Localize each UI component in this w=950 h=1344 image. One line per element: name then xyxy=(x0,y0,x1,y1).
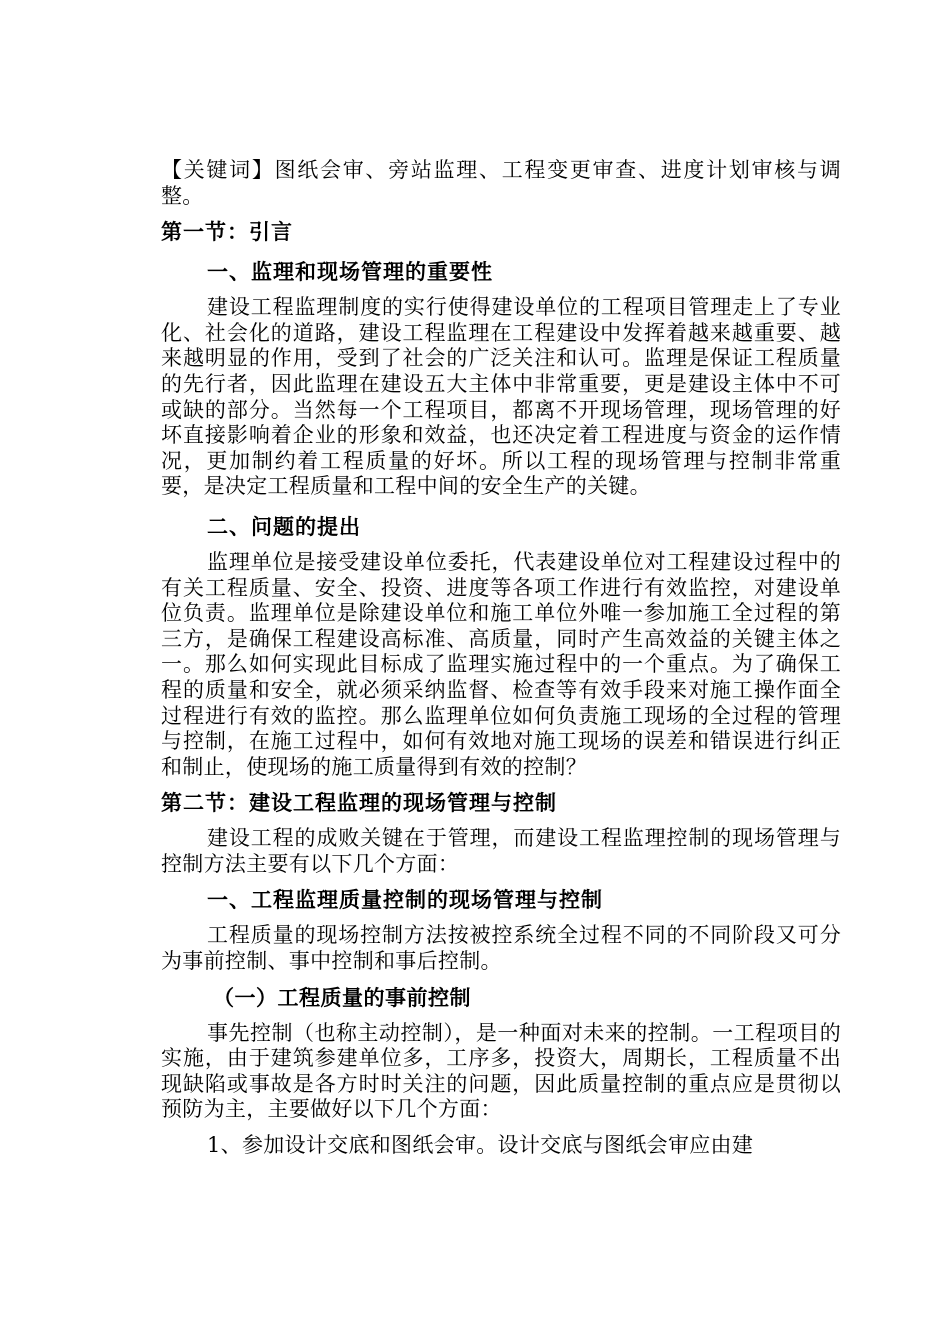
section-2-title: 第二节：建设工程监理的现场管理与控制 xyxy=(161,791,557,816)
section-1-sub-1-paragraph: 建设工程监理制度的实行使得建设单位的工程项目管理走上了专业化、社会化的道路，建设工程监理在工程建设中发挥着越来越重要、越来越明显的作用，受到了社会的广泛关注和认可。监理是保证工程质量的先行者，因此监理在建设五大主体中非常重要，更是建设主体中不可或缺的部分。当然每一个工程项目，都离不开现场管理，现场管理的好坏直接影响着企业的形象和效益，也还决定着工程进度与资金的运作情况，更加制约着工程质量的好坏。所以工程的现场管理与控制非常重要，是决定工程质量和工程中间的安全生产的关键。 xyxy=(161,295,841,499)
quality-pre-control-paragraph: 事先控制（也称主动控制），是一种面对未来的控制。一工程项目的实施，由于建筑参建单位多，工序多，投资大，周期长，工程质量不出现缺陷或事故是各方时时关注的问题，因此质量控制的重点应是贯彻以预防为主，主要做好以下几个方面： xyxy=(161,1020,841,1122)
section-2-sub-1-title: 一、工程监理质量控制的现场管理与控制 xyxy=(207,888,603,913)
document-page xyxy=(161,158,841,1159)
section-2-sub-1-paragraph: 工程质量的现场控制方法按被控系统全过程不同的不同阶段又可分为事前控制、事中控制和事后控制。 xyxy=(161,923,841,974)
section-1-sub-2-paragraph: 监理单位是接受建设单位委托，代表建设单位对工程建设过程中的有关工程质量、安全、投资、进度等各项工作进行有效监控，对建设单位负责。监理单位是除建设单位和施工单位外唯一参加施工全过程的第三方，是确保工程建设高标准、高质量，同时产生高效益的关键主体之一。那么如何实现此目标成了监理实施过程中的一个重点。为了确保工程的质量和安全，就必须采纳监督、检查等有效手段来对施工操作面全过程进行有效的监控。那么监理单位如何负责施工现场的全过程的管理与控制，在施工过程中，如何有效地对施工现场的误差和错误进行纠正和制止，使现场的施工质量得到有效的控制？ xyxy=(161,549,841,779)
point-1-paragraph: 1、参加设计交底和图纸会审。设计交底与图纸会审应由建 xyxy=(207,1133,754,1158)
keywords-paragraph: 【关键词】图纸会审、旁站监理、工程变更审查、进度计划审核与调整。 xyxy=(161,158,841,208)
section-1-title: 第一节：引言 xyxy=(161,220,293,245)
section-1-sub-1-title: 一、监理和现场管理的重要性 xyxy=(207,260,493,285)
quality-pre-control-title: （一）工程质量的事前控制 xyxy=(213,984,471,1010)
section-2-intro-paragraph: 建设工程的成败关键在于管理，而建设工程监理控制的现场管理与控制方法主要有以下几个方面： xyxy=(161,826,841,876)
section-1-sub-2-title: 二、问题的提出 xyxy=(207,514,361,539)
